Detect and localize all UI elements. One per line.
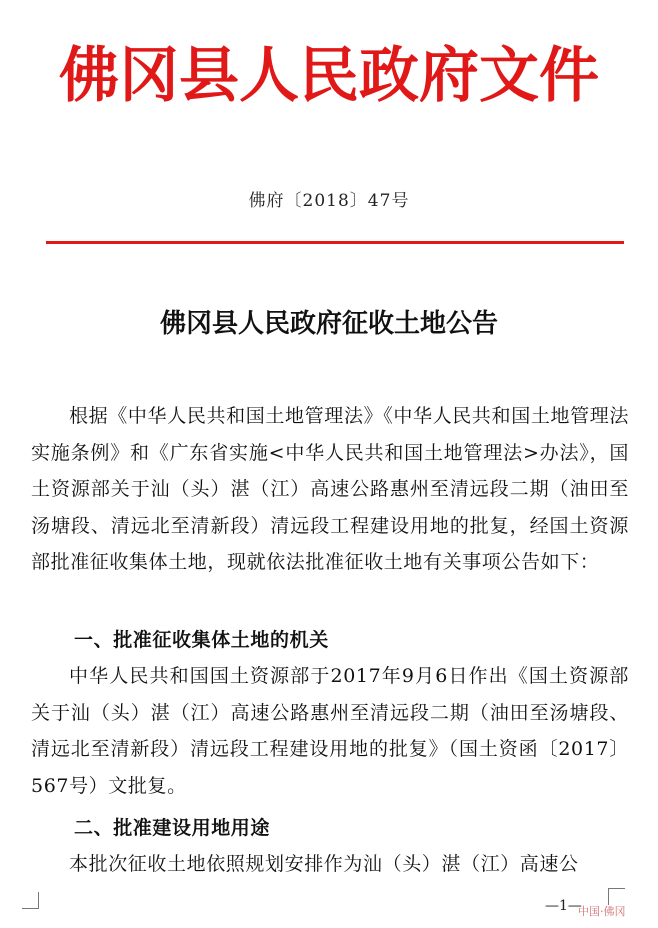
header-divider-line [46,241,624,244]
document-number: 佛府〔2018〕47号 [248,191,410,211]
site-watermark: 中国·佛冈 [578,905,626,918]
land-use-paragraph: 本批次征收土地依照规划安排作为汕（头）湛（江）高速公 [69,853,579,875]
announcement-title: 佛冈县人民政府征收土地公告 [159,309,498,339]
crop-mark-bottom-right [608,888,625,905]
intro-paragraph: 根据《中华人民共和国土地管理法》《中华人民共和国土地管理法实施条例》和《广东省实施<中华人民共和国土地管理法>办法》，国土资源部关于汕（头）湛（江）高速公路惠州至清远段二期（油田至汤塘段、清远北至清新段）清远段工程建设用地的批复，经国土资源部批准征收集体土地，现就依法批准征收土地有关事项公告如下： [31,405,629,573]
crop-mark-bottom-left [22,892,39,909]
document-header-title: 佛冈县人民政府文件 [59,41,599,111]
section-heading-approval-authority: 一、批准征收集体土地的机关 [74,629,329,651]
section-heading-land-use: 二、批准建设用地用途 [74,817,271,839]
page-number: —1— [545,898,582,914]
approval-paragraph: 中华人民共和国国土资源部于2017年9月6日作出《国土资源部关于汕（头）湛（江）高速公路惠州至清远段二期（油田至汤塘段、清远北至清新段）清远段工程建设用地的批复》（国土资函〔2017〕567号）文批复。 [31,665,629,797]
